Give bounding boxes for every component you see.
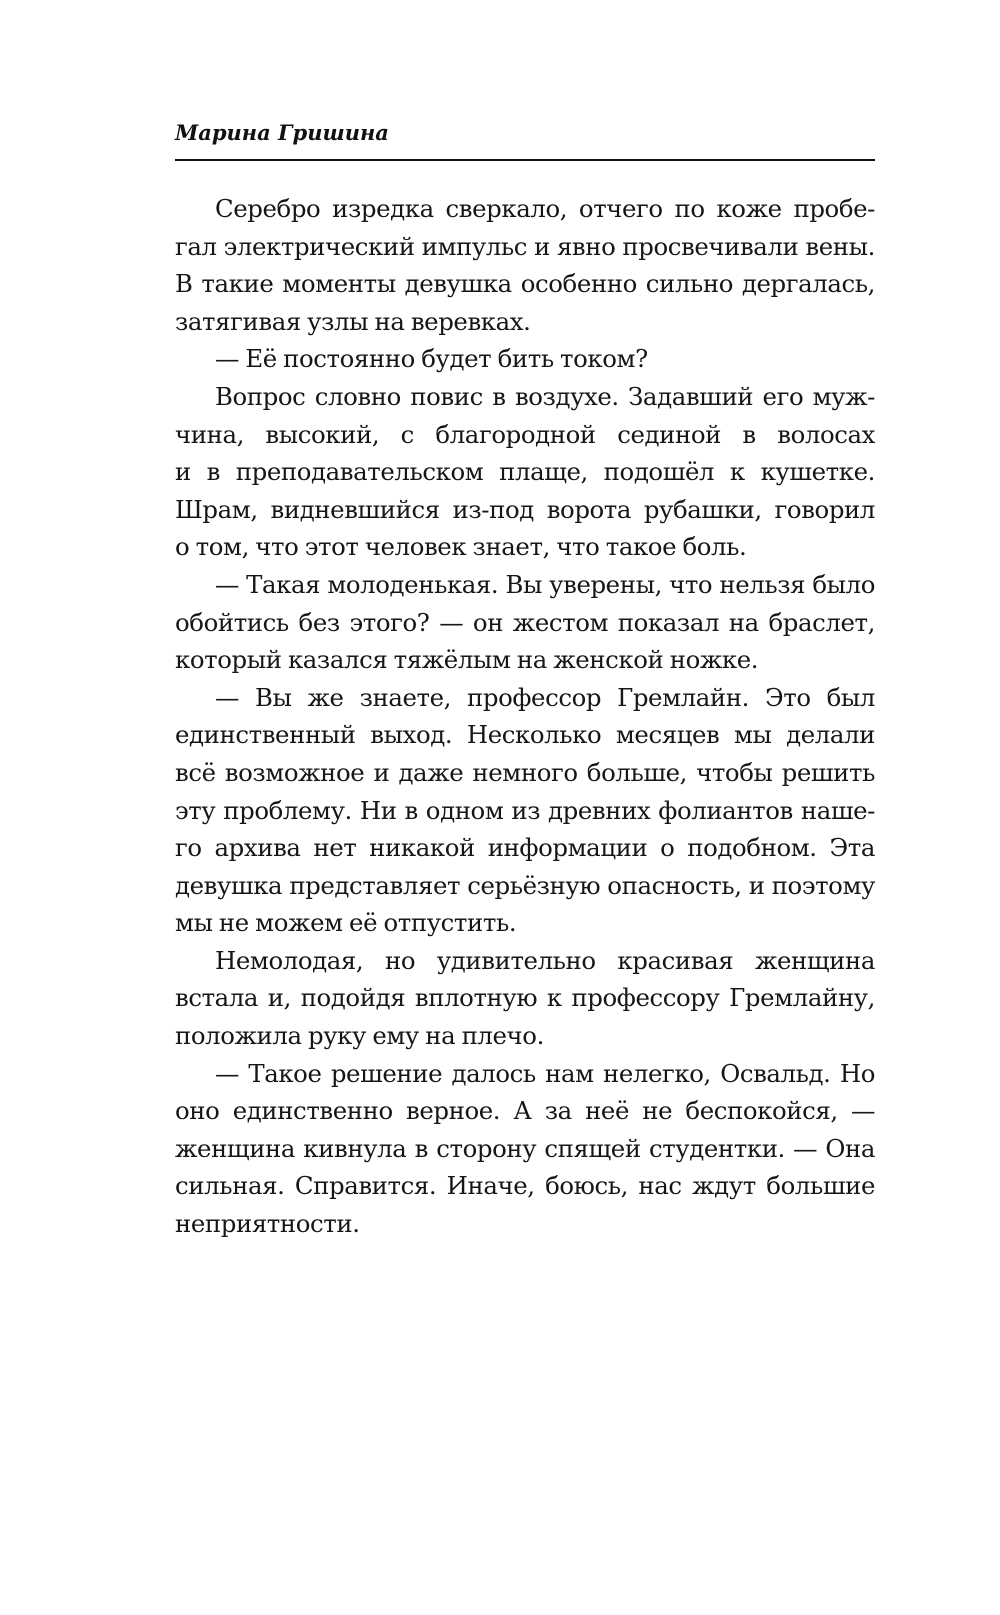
text-line: встала и, подойдя вплотную к профессору Гремлайну, [175, 983, 875, 1013]
text-line: девушка представляет серьёзную опасность, и поэтому [175, 870, 875, 900]
text-line: сильная. Справится. Иначе, боюсь, нас ждут большие [175, 1171, 875, 1201]
text-line: и в преподавательском плаще, подошёл к кушетке. [175, 457, 875, 487]
text-line: — Такая молоденькая. Вы уверены, что нельзя было [215, 569, 875, 599]
paragraph [175, 679, 875, 942]
paragraph [175, 340, 875, 378]
running-head-author: Марина Гришина [175, 120, 389, 145]
text-line: обойтись без этого? — он жестом показал на браслет, [175, 607, 875, 637]
paragraph [175, 1055, 875, 1243]
text-line: — Её постоянно будет бить током? [215, 344, 648, 374]
text-line: го архива нет никакой информации о подобном. Эта [175, 833, 875, 863]
text-line: о том, что этот человек знает, что такое боль. [175, 532, 747, 562]
text-line: Серебро изредка сверкало, отчего по коже пробе- [215, 194, 875, 223]
paragraph [175, 378, 875, 566]
text-line: оно единственно верное. А за неё не беспокойся, — [175, 1096, 875, 1126]
text-line: всё возможное и даже немного больше, чтобы решить [175, 757, 875, 787]
header-rule [175, 159, 875, 161]
text-line: чина, высокий, с благородной сединой в волосах [175, 419, 875, 449]
text-line: гал электрический импульс и явно просвечивали вены. [175, 231, 875, 261]
text-line: — Вы же знаете, профессор Гремлайн. Это был [215, 682, 875, 712]
text-line: Немолодая, но удивительно красивая женщина [215, 945, 875, 975]
body-text [175, 190, 875, 1243]
text-line: мы не можем её отпустить. [175, 908, 517, 938]
text-line: положила руку ему на плечо. [175, 1021, 544, 1051]
text-line: В такие моменты девушка особенно сильно дергалась, [175, 269, 875, 299]
text-line: Вопрос словно повис в воздухе. Задавший его муж- [215, 381, 875, 411]
paragraph [175, 942, 875, 1055]
text-line: эту проблему. Ни в одном из древних фолиантов наше- [175, 795, 875, 825]
text-line: единственный выход. Несколько месяцев мы делали [175, 720, 875, 750]
text-line: затягивая узлы на веревках. [175, 306, 531, 336]
text-line: неприятности. [175, 1209, 360, 1239]
paragraph [175, 190, 875, 340]
text-line: который казался тяжёлым на женской ножке. [175, 645, 759, 675]
text-line: Шрам, видневшийся из-под ворота рубашки, говорил [175, 494, 875, 524]
text-line: — Такое решение далось нам нелегко, Освальд. Но [215, 1058, 875, 1088]
paragraph [175, 566, 875, 679]
text-line: женщина кивнула в сторону спящей студентки. — Она [175, 1133, 875, 1163]
